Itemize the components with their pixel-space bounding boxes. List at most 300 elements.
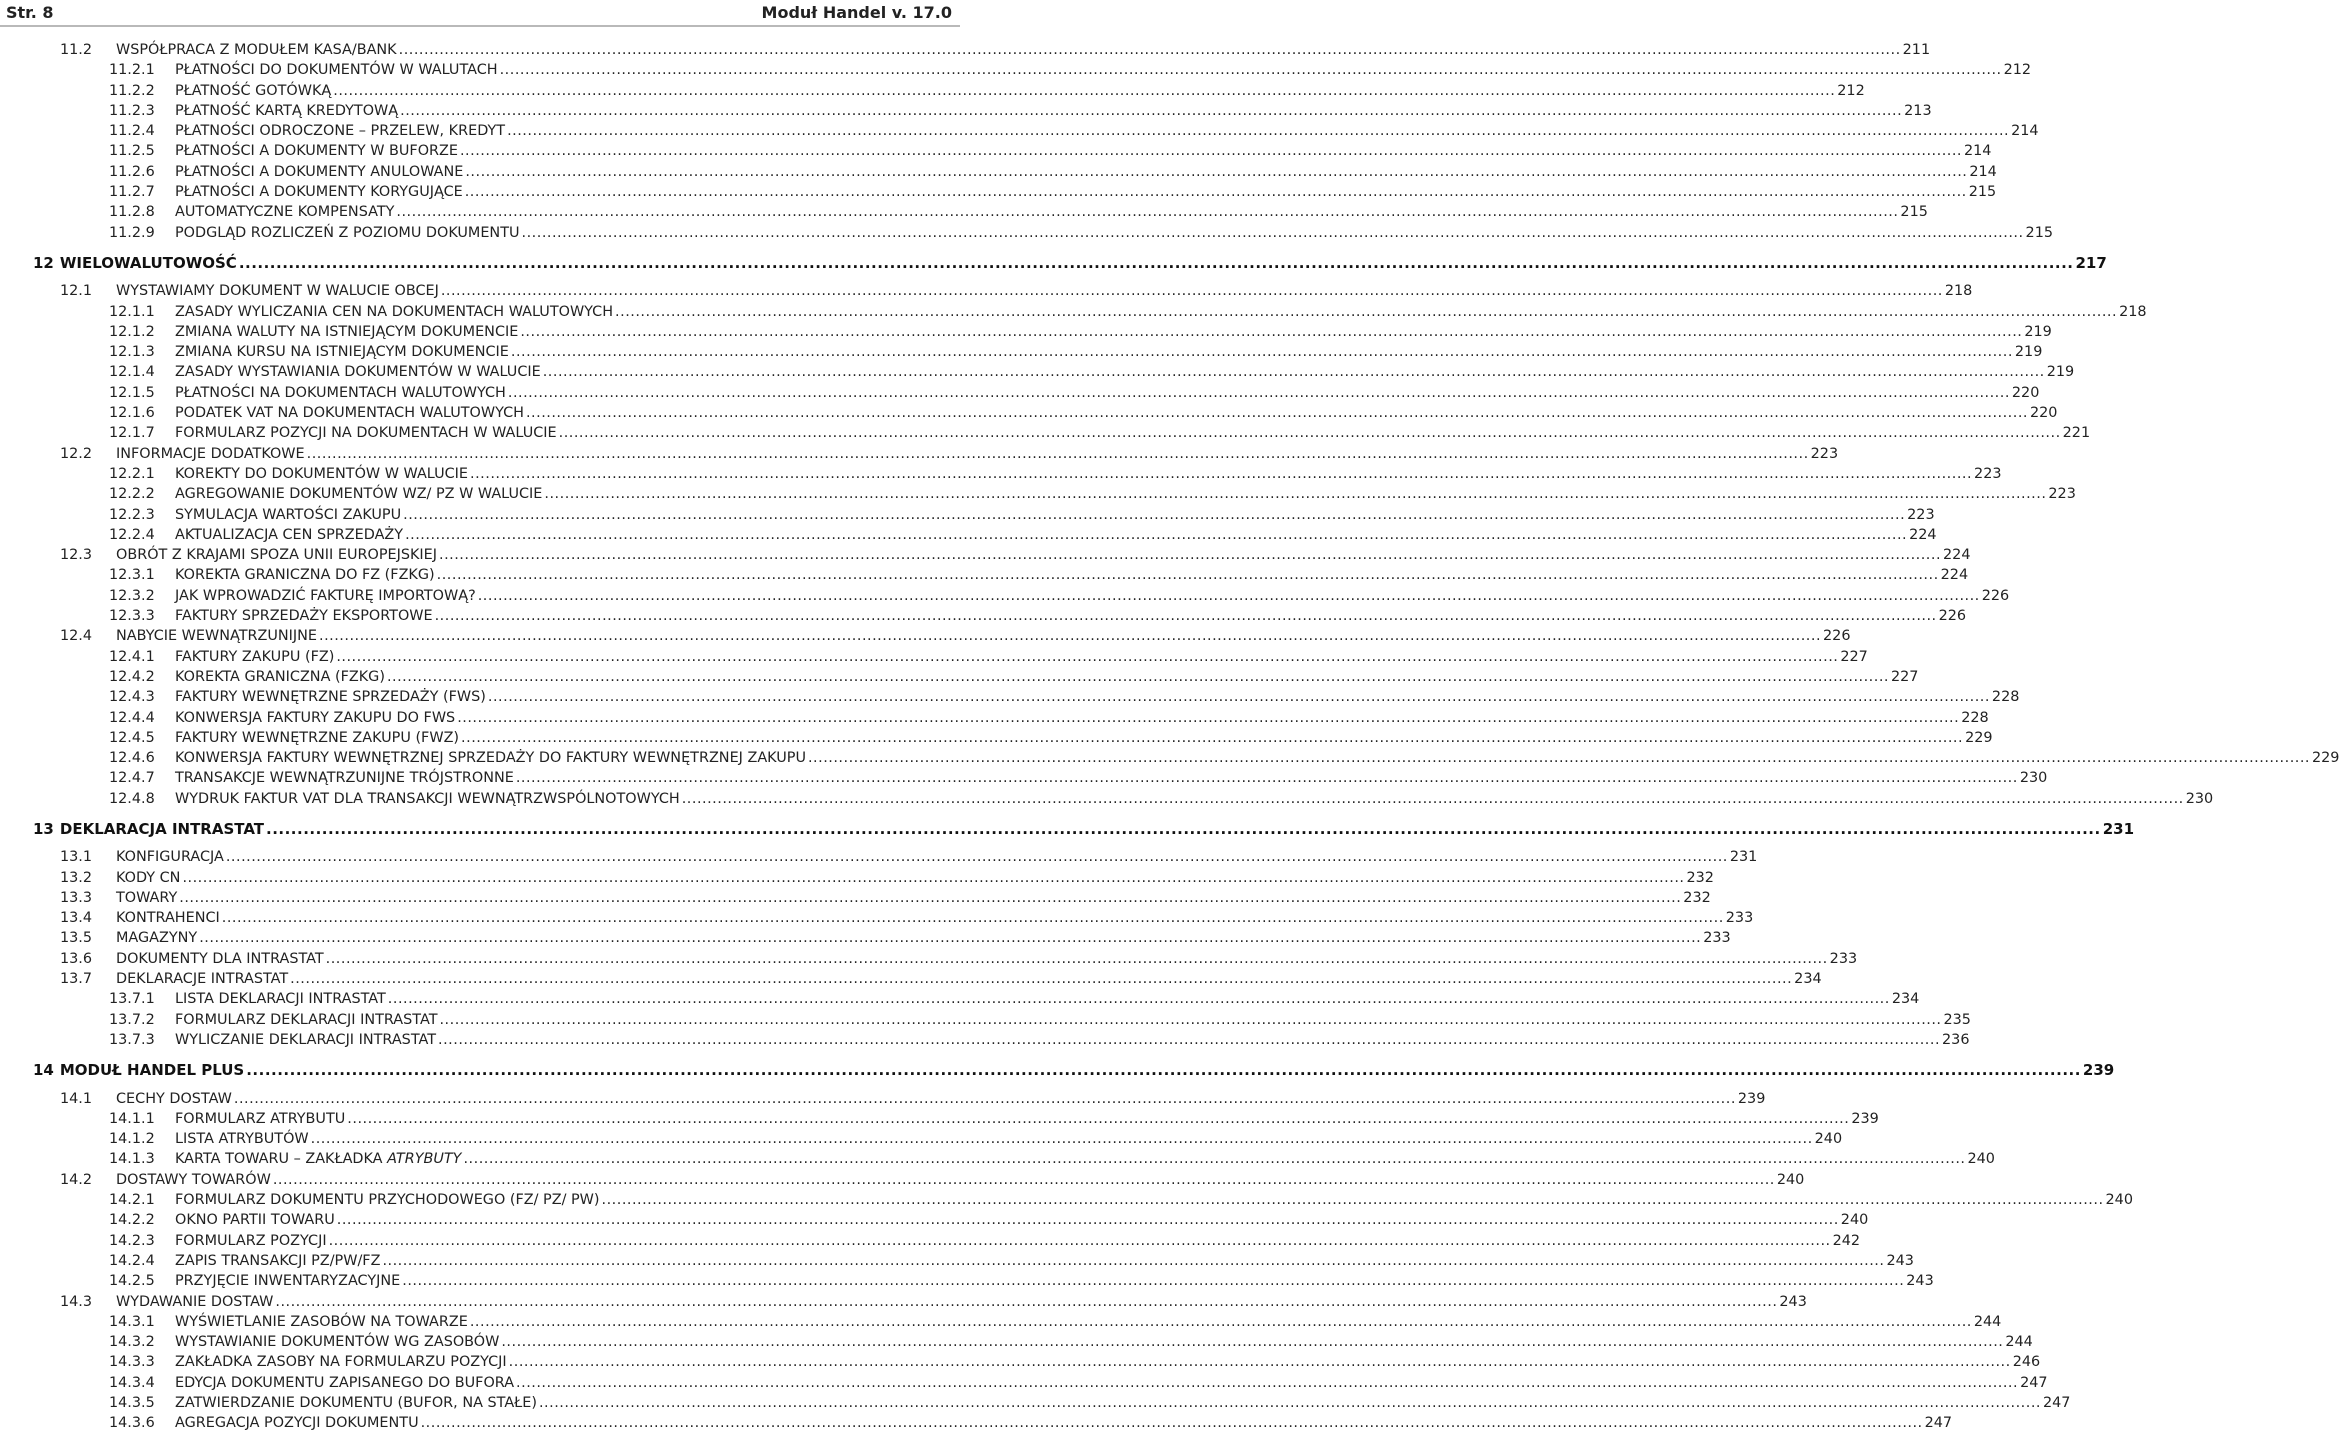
- toc-entry[interactable]: [0, 789, 2214, 809]
- toc-entry-page: 218: [1944, 283, 1973, 300]
- toc-entry-page: 243: [1886, 1252, 1914, 1269]
- dot-leader: [266, 819, 2101, 839]
- toc-entry-title: [116, 444, 305, 464]
- toc-entry-title-text: CECHY DOSTAW: [116, 1090, 232, 1107]
- toc-entry[interactable]: [0, 423, 2091, 443]
- dot-leader: [333, 81, 1835, 101]
- toc-entry-page: 219: [2046, 364, 2075, 381]
- toc-entry-number: 13.5: [60, 930, 93, 947]
- toc-entry-title: [175, 302, 613, 322]
- toc-entry-title: [175, 748, 806, 768]
- toc-entry-title-text: EDYCJA DOKUMENTU ZAPISANEGO DO BUFORA: [175, 1374, 515, 1391]
- toc-entry[interactable]: [0, 928, 1731, 948]
- toc-entry-number: 12.4.3: [109, 689, 155, 706]
- toc-entry-page: 236: [1942, 1031, 1970, 1048]
- toc-entry-number: 14.2.1: [109, 1192, 155, 1209]
- toc-entry-title-text: TRANSAKCJE WEWNĄTRZUNIJNE TRÓJSTRONNE: [175, 770, 514, 787]
- toc-entry-page: 224: [1909, 526, 1937, 543]
- toc-entry[interactable]: [0, 888, 1711, 908]
- toc-entry[interactable]: [0, 969, 1822, 989]
- toc-entry-number: 13.7.2: [109, 1011, 155, 1028]
- toc-entry-title: [175, 322, 518, 342]
- toc-entry-number: 12.4.2: [109, 668, 155, 685]
- toc-entry-title-text: KOREKTA GRANICZNA (FZKG): [175, 668, 385, 685]
- toc-entry-page: 240: [1814, 1131, 1843, 1148]
- toc-entry-title-text: KOREKTY DO DOKUMENTÓW W WALUCIE: [175, 465, 469, 482]
- toc-entry[interactable]: [0, 1271, 1934, 1291]
- toc-entry-title-text: PŁATNOŚCI ODROCZONE – PRZELEW, KREDYT: [175, 123, 506, 140]
- toc-entry-title: [175, 362, 541, 382]
- dot-leader: [388, 989, 1890, 1009]
- toc-entry[interactable]: [0, 708, 1989, 728]
- toc-entry-page: 233: [1725, 910, 1754, 927]
- toc-entry-number: 14.3.4: [109, 1374, 155, 1391]
- toc-entry[interactable]: [0, 1190, 2133, 1210]
- toc-entry-title-text: WYDRUK FAKTUR VAT DLA TRANSAKCJI WEWNĄTRZWSPÓLNOTOWYCH: [175, 790, 680, 807]
- toc-entry-page: 240: [1776, 1171, 1805, 1188]
- toc-entry-page: 235: [1943, 1011, 1971, 1028]
- toc-entry[interactable]: [0, 403, 2058, 423]
- toc-entry-title: [175, 789, 680, 809]
- toc-entry[interactable]: [0, 1251, 1914, 1271]
- toc-entry-title-text: AUTOMATYCZNE KOMPENSATY: [175, 204, 395, 221]
- toc-entry-page: 233: [1829, 950, 1858, 967]
- toc-entry-title: [116, 40, 397, 60]
- toc-entry-number: 14.3: [60, 1293, 93, 1310]
- toc-entry[interactable]: [0, 162, 1997, 182]
- toc-entry-page: 231: [1729, 849, 1758, 866]
- toc-entry[interactable]: [0, 141, 1992, 161]
- toc-entry-number: 14.2.5: [109, 1273, 155, 1290]
- toc-entry[interactable]: [0, 362, 2075, 382]
- toc-entry-title: [175, 1352, 507, 1372]
- toc-entry-title: [116, 1292, 273, 1312]
- toc-entry-page: 244: [1973, 1313, 2002, 1330]
- toc-entry[interactable]: [0, 565, 1969, 585]
- toc-entry-title: [175, 565, 435, 585]
- toc-entry-number: 14.3.5: [109, 1395, 155, 1411]
- toc-entry-number: 12.3.3: [109, 608, 155, 625]
- toc-entry-title: [175, 1010, 437, 1030]
- toc-entry-page: 234: [1891, 991, 1920, 1008]
- toc-entry[interactable]: [0, 81, 1865, 101]
- toc-entry-title: [175, 202, 394, 222]
- toc-entry-title: [116, 626, 317, 646]
- toc-entry-number: 12.4.6: [109, 750, 155, 767]
- toc-entry[interactable]: [0, 586, 2010, 606]
- toc-entry-page: 239: [1851, 1110, 1879, 1127]
- toc-entry-number: 12: [33, 253, 54, 272]
- toc-entry-page: 212: [1837, 82, 1865, 99]
- dot-leader: [615, 302, 2117, 322]
- dot-leader: [441, 281, 1943, 301]
- toc-entry-page: 240: [2105, 1192, 2133, 1209]
- toc-entry-title-text: KONFIGURACJA: [116, 849, 224, 866]
- toc-entry-title-text: FAKTURY WEWNĘTRZNE ZAKUPU (FWZ): [175, 729, 460, 746]
- toc-entry[interactable]: [0, 1231, 1861, 1251]
- toc-entry-title-text: DEKLARACJA INTRASTAT: [59, 819, 265, 838]
- dot-leader: [526, 403, 2028, 423]
- toc-entry-title: [175, 1271, 400, 1291]
- dot-leader: [234, 1089, 1736, 1109]
- toc-entry-title: [60, 819, 264, 839]
- toc-entry-title: [116, 888, 177, 908]
- toc-entry[interactable]: [0, 847, 1758, 867]
- toc-entry-title: [175, 647, 334, 667]
- toc-entry-title-text: ZMIANA WALUTY NA ISTNIEJĄCYM DOKUMENCIE: [175, 323, 519, 340]
- toc-entry-title-text: AGREGACJA POZYCJI DOKUMENTU: [175, 1415, 419, 1432]
- toc-entry[interactable]: [0, 626, 1851, 646]
- toc-entry-title-text: WYŚWIETLANIE ZASOBÓW NA TOWARZE: [175, 1313, 468, 1330]
- dot-leader: [275, 1292, 1777, 1312]
- toc-entry[interactable]: [0, 1170, 1805, 1190]
- toc-entry-number: 12.1.3: [109, 344, 155, 361]
- toc-entry[interactable]: [0, 647, 1868, 667]
- toc-entry-title-text: KONWERSJA FAKTURY ZAKUPU DO FWS: [175, 709, 456, 726]
- toc-entry[interactable]: [0, 989, 1920, 1009]
- dot-leader: [539, 1393, 2041, 1413]
- toc-entry-title-text: PŁATNOŚCI NA DOKUMENTACH WALUTOWYCH: [175, 384, 506, 401]
- toc-entry[interactable]: [0, 101, 1932, 121]
- toc-entry-number: 13.2: [60, 869, 93, 886]
- toc-entry-title-text: DOKUMENTY DLA INTRASTAT: [116, 950, 324, 967]
- dot-leader: [382, 1251, 1884, 1271]
- toc-entry-number: 14.2.3: [109, 1232, 155, 1249]
- toc-entry-number: 13.7.3: [109, 1031, 155, 1048]
- toc-entry-title: [175, 101, 398, 121]
- toc-entry-title-text: INFORMACJE DODATKOWE: [116, 445, 305, 462]
- toc-entry[interactable]: [0, 253, 2107, 273]
- dot-leader: [501, 1332, 2003, 1352]
- toc-entry-number: 11.2: [60, 42, 93, 58]
- toc-entry-title-text: FAKTURY ZAKUPU (FZ): [175, 648, 335, 665]
- toc-entry[interactable]: [0, 1373, 2048, 1393]
- toc-entry-title: [175, 464, 468, 484]
- toc-entry-number: 12.4.4: [109, 709, 155, 726]
- toc-entry[interactable]: [0, 1413, 1953, 1433]
- toc-entry-page: 223: [1810, 445, 1839, 462]
- dot-leader: [336, 647, 1838, 667]
- toc-entry-title: [175, 1373, 514, 1393]
- toc-entry[interactable]: [0, 182, 1997, 202]
- dot-leader: [682, 789, 2184, 809]
- toc-entry-title-text: FAKTURY SPRZEDAŻY EKSPORTOWE: [175, 608, 433, 625]
- toc-entry-page: 226: [1981, 587, 2010, 604]
- dot-leader: [435, 606, 1937, 626]
- toc-entry-number: 12.2.1: [109, 465, 155, 482]
- toc-entry[interactable]: [0, 1210, 1869, 1230]
- toc-entry[interactable]: [0, 342, 2043, 362]
- toc-entry-title: [175, 708, 455, 728]
- toc-entry-number: 14.3.1: [109, 1313, 155, 1330]
- toc-entry[interactable]: [0, 949, 1858, 969]
- toc-entry-number: 14.3.2: [109, 1334, 155, 1351]
- toc-entry[interactable]: [0, 464, 2002, 484]
- toc-entry[interactable]: [0, 1332, 2033, 1352]
- toc-entry-title: [175, 687, 486, 707]
- toc-entry-page: 242: [1832, 1232, 1861, 1249]
- toc-entry-page: 226: [1938, 608, 1967, 625]
- toc-entry[interactable]: [0, 1089, 1766, 1109]
- toc-entry[interactable]: [0, 121, 2039, 141]
- dot-leader: [520, 322, 2022, 342]
- toc-entry-title: [60, 253, 237, 273]
- toc-entry-number: 13.3: [60, 889, 93, 906]
- toc-entry[interactable]: [0, 302, 2147, 322]
- toc-entry[interactable]: [0, 1060, 2115, 1080]
- dot-leader: [544, 484, 2046, 504]
- toc-entry-title-text: LISTA DEKLARACJI INTRASTAT: [175, 991, 386, 1008]
- dot-leader: [507, 121, 2009, 141]
- dot-leader: [516, 768, 2018, 788]
- toc-entry-title: [175, 989, 386, 1009]
- toc-entry-page: 219: [2014, 344, 2043, 361]
- toc-entry-title-text: FORMULARZ DOKUMENTU PRZYCHODOWEGO (FZ/ PZ/ PW): [175, 1192, 600, 1209]
- toc-entry-title-text: AGREGOWANIE DOKUMENTÓW WZ/ PZ W WALUCIE: [175, 486, 543, 503]
- dot-leader: [508, 383, 2010, 403]
- toc-entry-title-text: SYMULACJA WARTOŚCI ZAKUPU: [175, 506, 402, 523]
- toc-entry-number: 12.3.1: [109, 567, 155, 584]
- toc-entry-page: 228: [1991, 689, 2020, 706]
- toc-entry-page: 229: [2312, 750, 2339, 767]
- toc-entry[interactable]: [0, 868, 1714, 888]
- dot-leader: [307, 444, 1809, 464]
- toc-entry-title-text: WYLICZANIE DEKLARACJI INTRASTAT: [175, 1031, 437, 1048]
- toc-entry[interactable]: [0, 687, 2020, 707]
- toc-entry[interactable]: [0, 908, 1754, 928]
- toc-entry[interactable]: [0, 383, 2040, 403]
- toc-entry-number: 11.2.7: [109, 184, 155, 201]
- toc-entry-page: 230: [2019, 770, 2048, 787]
- dot-leader: [182, 868, 1684, 888]
- toc-entry-page: 247: [1924, 1415, 1953, 1432]
- toc-entry-title-text: ZASADY WYLICZANIA CEN NA DOKUMENTACH WALUTOWYCH: [175, 303, 614, 320]
- dot-leader: [399, 40, 1901, 60]
- toc-entry-title: [175, 728, 459, 748]
- dot-leader: [465, 162, 1967, 182]
- toc-entry[interactable]: [0, 525, 1937, 545]
- toc-entry[interactable]: [0, 819, 2135, 839]
- toc-entry-title: [116, 949, 324, 969]
- toc-entry-title-text: PŁATNOŚCI A DOKUMENTY ANULOWANE: [175, 163, 464, 180]
- dot-leader: [311, 1129, 1813, 1149]
- toc-entry-number: 14.2.4: [109, 1252, 155, 1269]
- toc-entry-title-text: LISTA ATRYBUTÓW: [175, 1131, 309, 1148]
- dot-leader: [179, 888, 1681, 908]
- dot-leader: [602, 1190, 2104, 1210]
- toc-entry-number: 12.4.1: [109, 648, 155, 665]
- toc-entry-title: [175, 121, 505, 141]
- toc-entry[interactable]: [0, 667, 1919, 687]
- toc-entry-page: 240: [1967, 1151, 1995, 1168]
- toc-entry[interactable]: [0, 1030, 1970, 1050]
- toc-entry-title: [175, 768, 514, 788]
- toc-entry-page: 228: [1961, 709, 1989, 726]
- toc-entry-title: [175, 1251, 380, 1271]
- toc-entry[interactable]: [0, 1109, 1879, 1129]
- toc-entry-number: 12.1.5: [109, 384, 155, 401]
- toc-entry-title: [175, 505, 401, 525]
- toc-entry-title-text: WIELOWALUTOWOŚĆ: [59, 253, 237, 272]
- toc-entry-page: 247: [2042, 1395, 2071, 1411]
- toc-entry-number: 12.4.7: [109, 770, 155, 787]
- toc-entry-title-text: PŁATNOŚĆ GOTÓWKĄ: [175, 82, 332, 99]
- dot-leader: [246, 1060, 2081, 1080]
- toc-entry-page: 243: [1779, 1293, 1807, 1310]
- dot-leader: [460, 141, 1962, 161]
- toc-entry-title: [175, 162, 463, 182]
- toc-entry-page: 214: [2011, 123, 2039, 140]
- dot-leader: [347, 1109, 1849, 1129]
- toc-entry[interactable]: [0, 1393, 2071, 1413]
- dot-leader: [438, 1030, 1940, 1050]
- toc-entry[interactable]: [0, 1352, 2041, 1372]
- toc-entry-number: 14.1.2: [109, 1131, 155, 1148]
- toc-entry-page: 231: [2102, 819, 2135, 838]
- toc-entry-title-text: PRZYJĘCIE INWENTARYZACYJNE: [175, 1273, 401, 1290]
- toc-entry-number: 11.2.8: [109, 204, 155, 221]
- toc-entry-title: [175, 1149, 461, 1169]
- toc-entry[interactable]: [0, 1010, 1971, 1030]
- toc-entry-title: [175, 1109, 345, 1129]
- toc-entry-page: 239: [2082, 1061, 2115, 1080]
- toc-entry[interactable]: [0, 1312, 2002, 1332]
- toc-entry[interactable]: [0, 60, 2032, 80]
- toc-entry-page: 211: [1902, 42, 1931, 58]
- toc-entry-number: 13.4: [60, 910, 93, 927]
- toc-entry[interactable]: [0, 484, 2076, 504]
- toc-entry[interactable]: [0, 748, 2339, 768]
- toc-entry-page: 220: [2029, 405, 2058, 422]
- toc-entry-title: [175, 403, 524, 423]
- toc-entry[interactable]: [0, 545, 1971, 565]
- toc-entry[interactable]: [0, 223, 2054, 243]
- toc-entry-title: [175, 383, 506, 403]
- toc-entry-page: 213: [1904, 102, 1932, 119]
- dot-leader: [222, 908, 1724, 928]
- toc-entry-page: 214: [1964, 143, 1992, 160]
- toc-entry-number: 12.4.5: [109, 729, 155, 746]
- toc-entry-title-text: FAKTURY WEWNĘTRZNE SPRZEDAŻY (FWS): [175, 689, 486, 706]
- toc-entry-title-text: FORMULARZ ATRYBUTU: [175, 1110, 346, 1127]
- toc-entry-title: [60, 1060, 244, 1080]
- toc-entry[interactable]: [0, 322, 2052, 342]
- dot-leader: [439, 1010, 1941, 1030]
- toc-entry-page: 224: [1943, 547, 1971, 564]
- toc-entry-title: [175, 667, 385, 687]
- toc-entry-title-text: JAK WPROWADZIĆ FAKTURĘ IMPORTOWĄ?: [175, 587, 476, 604]
- toc-entry-title-text: MAGAZYNY: [116, 930, 198, 947]
- toc-entry-page: 243: [1906, 1273, 1934, 1290]
- toc-entry[interactable]: [0, 202, 1928, 222]
- toc-entry-title: [116, 1089, 232, 1109]
- toc-entry[interactable]: [0, 281, 1973, 301]
- toc-entry-title: [116, 545, 437, 565]
- toc-entry-number: 14.1.3: [109, 1151, 155, 1168]
- toc-entry-number: 11.2.3: [109, 102, 155, 119]
- toc-entry-title: [175, 1312, 468, 1332]
- toc-entry[interactable]: [0, 505, 1935, 525]
- toc-entry-title: [175, 1413, 419, 1433]
- toc-entry-number: 14.3.3: [109, 1354, 155, 1371]
- dot-leader: [457, 708, 1959, 728]
- toc-entry-page: 227: [1890, 668, 1919, 685]
- toc-entry-title-text: ZATWIERDZANIE DOKUMENTU (BUFOR, NA STAŁE): [175, 1395, 537, 1411]
- toc-entry-number: 12.4.8: [109, 790, 155, 807]
- toc-entry-title: [175, 1030, 436, 1050]
- toc-entry-title-text: ZMIANA KURSU NA ISTNIEJĄCYM DOKUMENCIE: [175, 344, 509, 361]
- toc-entry-title-text: MODUŁ HANDEL PLUS: [59, 1061, 245, 1080]
- toc-entry-number: 11.2.2: [109, 82, 155, 99]
- toc-entry-page: 223: [1907, 506, 1935, 523]
- toc-entry-number: 11.2.4: [109, 123, 155, 140]
- toc-entry-title: [175, 484, 542, 504]
- toc-entry[interactable]: [0, 606, 1967, 626]
- toc-entry-page: 220: [2011, 384, 2040, 401]
- toc-entry-title: [116, 908, 220, 928]
- toc-entry-number: 14.3.6: [109, 1415, 155, 1432]
- toc-entry-title-text: AKTUALIZACJA CEN SPRZEDAŻY: [175, 526, 404, 543]
- dot-leader: [273, 1170, 1775, 1190]
- toc-entry[interactable]: [0, 1129, 1843, 1149]
- toc-entry-title-text: WYSTAWIAMY DOKUMENT W WALUCIE OBCEJ: [116, 283, 439, 300]
- toc-entry-number: 13.7.1: [109, 991, 155, 1008]
- toc-entry-number: 11.2.5: [109, 143, 155, 160]
- toc-entry-title-text: PŁATNOŚCI A DOKUMENTY W BUFORZE: [175, 143, 458, 160]
- toc-entry-title-text: PODGLĄD ROZLICZEŃ Z POZIOMU DOKUMENTU: [175, 224, 520, 241]
- dot-leader: [226, 847, 1728, 867]
- toc-entry-page: 218: [2119, 303, 2147, 320]
- toc-entry[interactable]: [0, 768, 2048, 788]
- toc-entry-title: [175, 1393, 537, 1413]
- table-of-contents: [0, 40, 2339, 1434]
- dot-leader: [337, 1210, 1839, 1230]
- toc-entry-page: 214: [1969, 163, 1997, 180]
- dot-leader: [463, 1149, 1965, 1169]
- toc-entry-title-text: PŁATNOŚCI DO DOKUMENTÓW W WALUTACH: [175, 62, 498, 79]
- toc-entry-number: 12.2.2: [109, 486, 155, 503]
- toc-entry[interactable]: [0, 728, 1993, 748]
- toc-entry-page: 219: [2024, 323, 2052, 340]
- toc-entry-number: 12.2: [60, 445, 93, 462]
- toc-entry[interactable]: [0, 40, 1931, 60]
- dot-leader: [437, 565, 1939, 585]
- toc-entry-title-text: PODATEK VAT NA DOKUMENTACH WALUTOWYCH: [175, 405, 524, 422]
- page-number: Str. 8: [6, 3, 54, 22]
- toc-entry[interactable]: [0, 1292, 1807, 1312]
- toc-entry-number: 13.1: [60, 849, 93, 866]
- toc-entry[interactable]: [0, 444, 1839, 464]
- toc-entry-page: 223: [1974, 465, 2002, 482]
- toc-entry-page: 232: [1683, 889, 1711, 906]
- toc-entry-title-text: WYDAWANIE DOSTAW: [116, 1293, 274, 1310]
- toc-entry[interactable]: [0, 1149, 1995, 1169]
- page-header: [0, 0, 960, 36]
- dot-leader: [516, 1373, 2018, 1393]
- dot-leader: [543, 362, 2045, 382]
- toc-entry-number: 13: [33, 819, 54, 838]
- toc-entry-title-text: DEKLARACJE INTRASTAT: [116, 971, 289, 988]
- toc-entry-page: 217: [2075, 253, 2107, 272]
- toc-entry-page: 230: [2185, 790, 2214, 807]
- toc-entry-title: [175, 1231, 327, 1251]
- toc-entry-title-text: KONTRAHENCI: [116, 910, 220, 927]
- toc-entry-title: [116, 847, 224, 867]
- toc-entry-page: 232: [1686, 869, 1714, 886]
- dot-leader: [808, 748, 2310, 768]
- toc-entry-title-text: ZASADY WYSTAWIANIA DOKUMENTÓW W WALUCIE: [175, 364, 541, 381]
- dot-leader: [488, 687, 1990, 707]
